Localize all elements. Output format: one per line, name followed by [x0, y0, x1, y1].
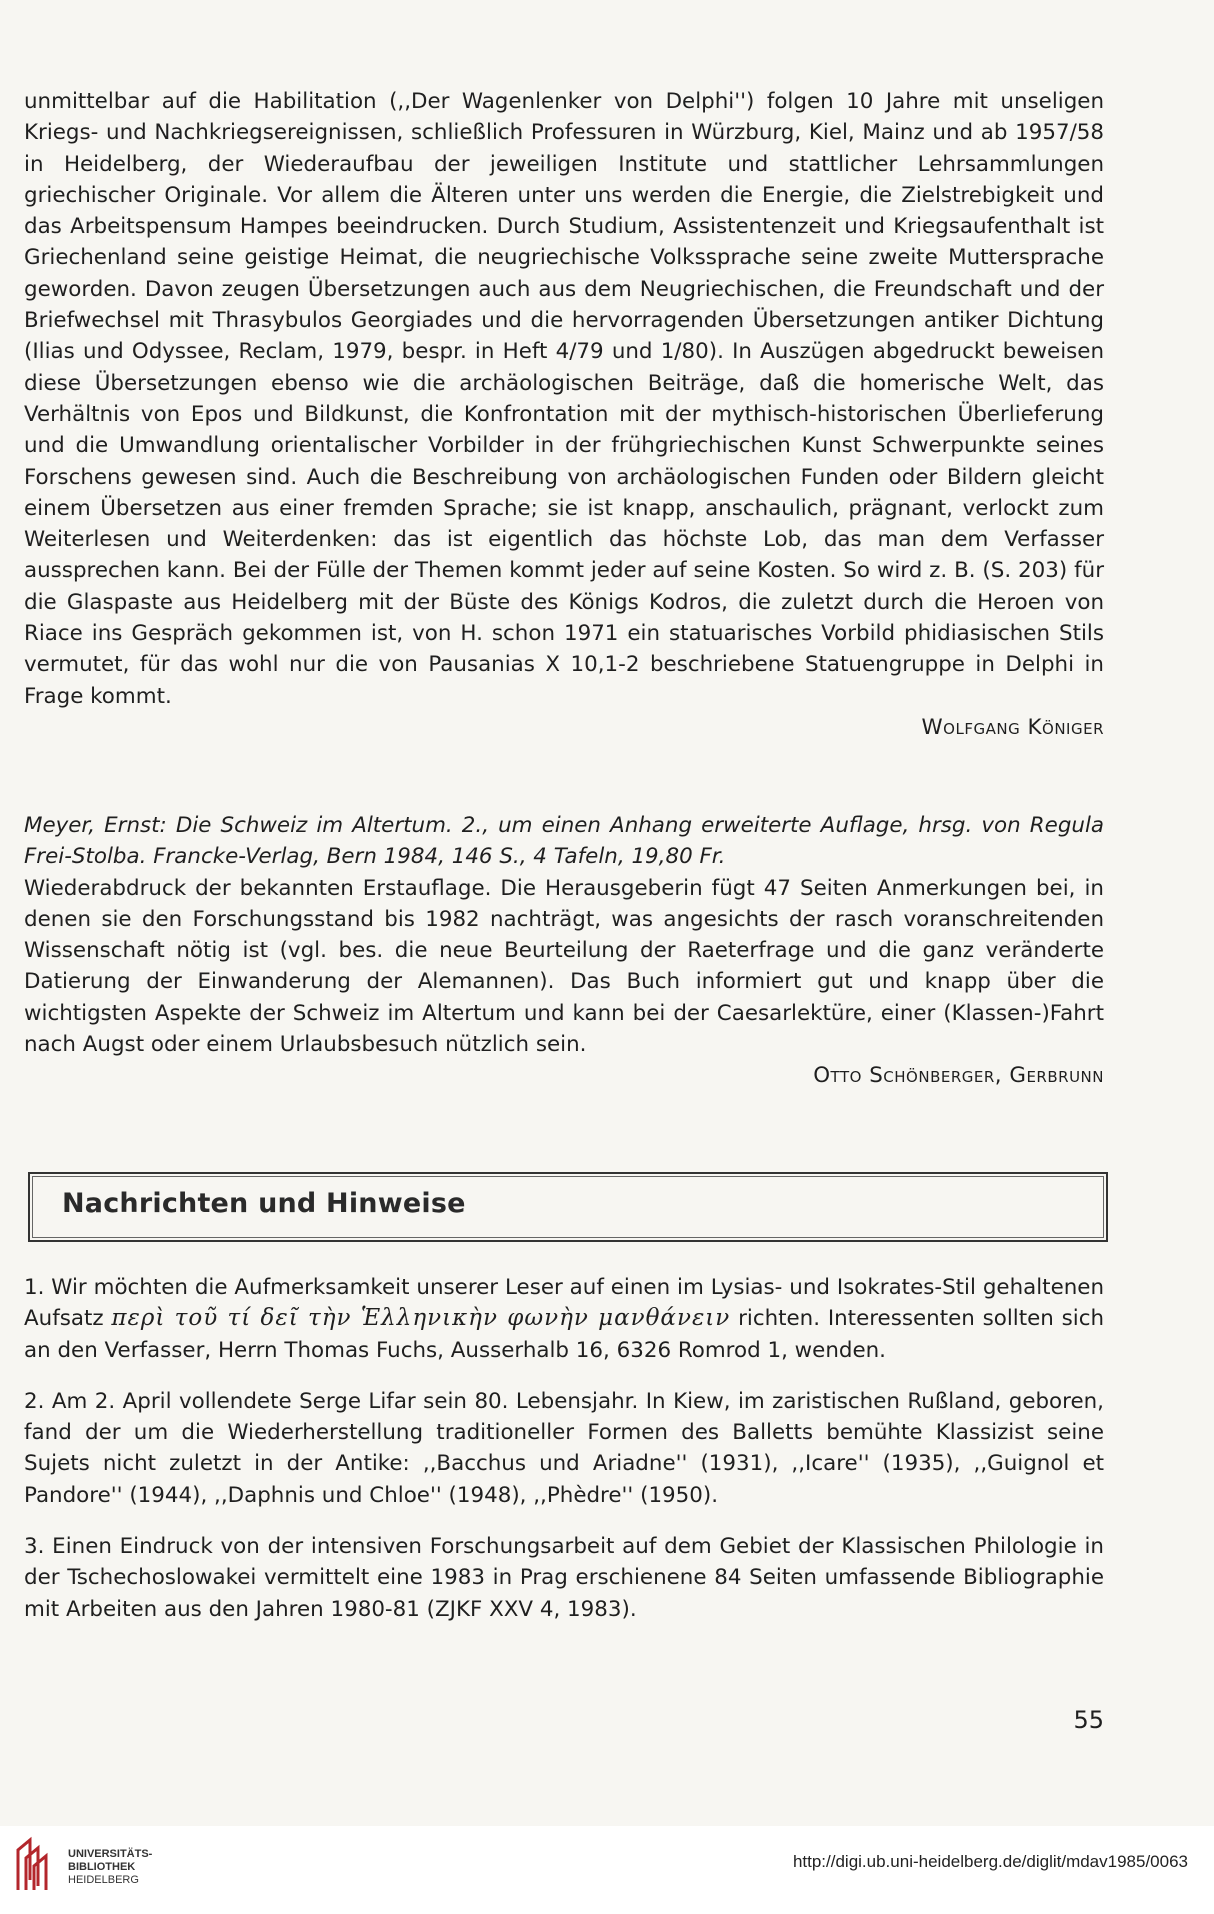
- note-1-greek-title: περὶ τοῦ τί δεῖ τὴν Ἑλληνικὴν φωνὴν μανθάνειν: [111, 1305, 731, 1332]
- page-number: 55: [1073, 1706, 1104, 1734]
- review-meyer-citation: Meyer, Ernst: Die Schweiz im Altertum. 2., um einen Anhang erweiterte Auflage, hrsg. von Regula Frei-Stolba. Francke-Verlag, Bern 1984, 146 S., 4 Tafeln, 19,80 Fr.: [24, 813, 1104, 870]
- review-hampe: [24, 86, 1104, 743]
- review-meyer-signature: Otto Schönberger, Gerbrunn: [813, 1063, 1104, 1089]
- library-logo-icon: [14, 1836, 54, 1894]
- library-name-line-1: UNIVERSITÄTS-: [68, 1848, 153, 1860]
- section-header-box: [28, 1172, 1108, 1242]
- note-1-text-after: richten. Interessenten sollten sich an den Verfasser, Herrn Thomas Fuchs, Ausserhalb 16, 6326 Romrod 1, wenden.: [24, 1306, 1105, 1363]
- library-name-line-3: HEIDELBERG: [68, 1874, 139, 1886]
- section-title: Nachrichten und Hinweise: [62, 1188, 466, 1219]
- footer-bar: [0, 1826, 1214, 1914]
- library-name-line-2: BIBLIOTHEK: [68, 1861, 136, 1873]
- review-meyer-text: Wiederabdruck der bekannten Erstauflage. Die Herausgeberin fügt 47 Seiten Anmerkungen bei, in denen sie den Forschungsstand bis 1982 nachträgt, was angesichts der rasch voranschreitenden Wissenschaft nötig ist (vgl. bes. die neue Beurteilung der Raeterfrage und die ganz veränderte Datierung der Einwanderung der Alemannen). Das Buch informiert gut und knapp über die wichtigsten Aspekte der Schweiz im Altertum und kann bei der Caesarlektüre, einer (Klassen-)Fahrt nach Augst oder einem Urlaubsbesuch nützlich sein.: [24, 875, 1104, 1058]
- review-meyer: [24, 810, 1104, 1092]
- note-2: 2. Am 2. April vollendete Serge Lifar sein 80. Lebensjahr. In Kiew, im zaristischen Rußland, geboren, fand der um die Wiederherstellung traditioneller Formen des Balletts bemühte Klassizist seine Sujets nicht zuletzt in der Antike: ,,Bacchus und Ariadne'' (1931), ,,Icare'' (1935), ,,Guignol et Pandore'' (1944), ,,Daphnis und Chloe'' (1948), ,,Phèdre'' (1950).: [24, 1388, 1104, 1508]
- review-hampe-signature: Wolfgang Königer: [921, 714, 1104, 740]
- review-hampe-text: unmittelbar auf die Habilitation (,,Der Wagenlenker von Delphi'') folgen 10 Jahre mit unseligen Kriegs- und Nachkriegsereignissen, schließlich Professuren in Würzburg, Kiel, Mainz und ab 1957/58 in Heidelberg, der Wiederaufbau der jeweiligen Institute und stattlicher Lehrsammlungen griechischer Originale. Vor allem die Älteren unter uns werden die Energie, die Zielstrebigkeit und das Arbeitspensum Hampes beeindrucken. Durch Studium, Assistentenzeit und Kriegsaufenthalt ist Griechenland seine geistige Heimat, die neugriechische Volkssprache seine zweite Muttersprache geworden. Davon zeugen Übersetzungen auch aus dem Neugriechischen, die Freundschaft und der Briefwechsel mit Thrasybulos Georgiades und die hervorragenden Übersetzungen antiker Dichtung (Ilias und Odyssee, Reclam, 1979, bespr. in Heft 4/79 und 1/80). In Auszügen abgedruckt beweisen diese Übersetzungen ebenso wie die archäologischen Beiträge, daß die homerische Welt, das Verhältnis von Epos und Bildkunst, die Konfrontation mit der mythisch-historischen Überlieferung und die Umwandlung orientalischer Vorbilder in der frühgriechischen Kunst Schwerpunkte seines Forschens gewesen sind. Auch die Beschreibung von archäologischen Funden oder Bildern gleicht einem Übersetzen aus einer fremden Sprache; sie ist knapp, anschaulich, prägnant, verlockt zum Weiterlesen und Weiterdenken: das ist eigentlich das höchste Lob, das man dem Verfasser aussprechen kann. Bei der Fülle der Themen kommt jeder auf seine Kosten. So wird z. B. (S. 203) für die Glaspaste aus Heidelberg mit der Büste des Königs Kodros, die zuletzt durch die Heroen von Riace ins Gespräch gekommen ist, von H. schon 1971 ein statuarisches Vorbild phidiasischen Stils vermutet, für das wohl nur die von Pausanias X 10,1-2 beschriebene Statuengruppe in Delphi in Frage kommt.: [24, 89, 1104, 709]
- notes-list: [24, 1272, 1104, 1645]
- library-name: [68, 1848, 152, 1887]
- permalink-url[interactable]: http://digi.ub.uni-heidelberg.de/diglit/mdav1985/0063: [792, 1852, 1188, 1871]
- note-1: [24, 1272, 1104, 1366]
- note-1-text-before: 1. Wir möchten die Aufmerksamkeit unserer Leser auf einen im Lysias- und Isokrates-Stil gehaltenen Aufsatz: [24, 1275, 1104, 1332]
- note-3: 3. Einen Eindruck von der intensiven Forschungsarbeit auf dem Gebiet der Klassischen Philologie in der Tschechoslowakei vermittelt eine 1983 in Prag erschienene 84 Seiten umfassende Bibliographie mit Arbeiten aus den Jahren 1980-81 (ZJKF XXV 4, 1983).: [24, 1534, 1104, 1622]
